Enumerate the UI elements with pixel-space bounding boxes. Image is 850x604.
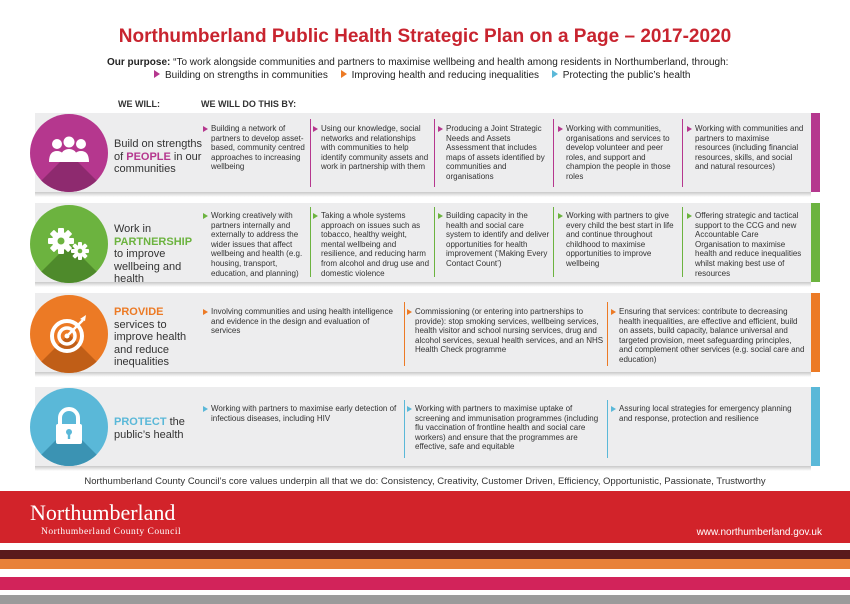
cell-divider — [553, 207, 554, 277]
action-cell: Building a network of partners to develop asset-based, community centred approaches to increasing wellbeing — [202, 124, 306, 172]
lead-keyword: PARTNERSHIP — [114, 235, 193, 248]
triangle-icon — [438, 213, 443, 219]
action-cell: Producing a Joint Strategic Needs and Assets Assessment that includes maps of assets identified by communities and organisations — [437, 124, 550, 182]
core-values: Northumberland County Council’s core values underpin all that we do: Consistency, Creativity, Customer Driven, Efficiency, Opportunistic, Passionate, Trustworthy — [84, 476, 766, 487]
cell-divider — [310, 119, 311, 187]
row-accent-bar — [811, 293, 820, 372]
lead-text: in our communities — [114, 150, 202, 175]
row-shadow — [35, 466, 811, 471]
website-link[interactable]: www.northumberland.gov.uk — [696, 527, 822, 538]
triangle-icon — [611, 309, 616, 315]
triangle-icon — [407, 309, 412, 315]
action-cell: Working with partners to maximise early detection of infectious diseases, including HIV — [202, 404, 400, 423]
row-lead-partnership — [114, 223, 204, 286]
action-cell: Ensuring that services: contribute to decreasing health inequalities, are effective and efficient, build on assets, build capacity, balance universal and targeted provision, meet safeguarding principles, and complement other services (e.g. social care and education) — [610, 307, 806, 365]
action-cell: Assuring local strategies for emergency planning and response, protection and resilience — [610, 404, 806, 423]
purpose-label: Our purpose: — [107, 57, 171, 68]
row-lead-provide — [114, 306, 204, 369]
logo-subtitle: Northumberland County Council — [41, 527, 182, 537]
triangle-icon — [687, 213, 692, 219]
row-shadow — [35, 372, 811, 377]
cell-divider — [607, 400, 608, 458]
target-icon — [30, 295, 108, 373]
triangle-icon — [203, 406, 208, 412]
lead-text: Work in — [114, 223, 152, 235]
row-lead-protect — [114, 416, 204, 441]
action-cell: Building capacity in the health and social care system to identify and deliver opportunities for health improvement (‘Making Every Contact Count’) — [437, 211, 550, 269]
row-lead-people — [114, 138, 204, 176]
logo-wordmark: Northumberland — [30, 500, 176, 525]
action-cell: Offering strategic and tactical support to the CCG and new Accountable Care Organisation to maximise health and reduce inequalities whilst making best use of resources — [686, 211, 806, 278]
cell-divider — [310, 207, 311, 277]
cell-divider — [404, 400, 405, 458]
footer-stripe — [0, 550, 850, 559]
page-title: Northumberland Public Health Strategic Plan on a Page – 2017-2020 — [118, 26, 732, 47]
purpose-text: “To work alongside communities and partners to maximise wellbeing and health among residents in Northumberland, through: — [173, 57, 729, 68]
we-will-header: WE WILL: — [118, 99, 160, 109]
lead-keyword: PROVIDE — [114, 306, 164, 318]
padlock-icon — [30, 388, 108, 466]
lead-text: the public’s health — [114, 416, 185, 441]
triangle-icon — [203, 309, 208, 315]
triangle-icon — [203, 126, 208, 132]
triangle-icon — [341, 70, 347, 78]
triangle-icon — [438, 126, 443, 132]
triangle-icon — [407, 406, 412, 412]
lead-text: to improve wellbeing and health — [114, 248, 182, 285]
cell-divider — [553, 119, 554, 187]
triangle-icon — [203, 213, 208, 219]
row-accent-bar — [811, 387, 820, 466]
footer-stripe — [0, 595, 850, 604]
lead-text: Build on strengths of — [114, 138, 203, 163]
action-cell: Working creatively with partners internally and externally to address the wider issues that affect wellbeing and health (e.g. housing, transport, education, and planning) — [202, 211, 306, 278]
purpose-bullet: Improving health and reducing inequalities — [351, 70, 539, 81]
triangle-icon — [558, 126, 563, 132]
lead-text: services to improve health and reduce inequalities — [114, 318, 187, 368]
footer-stripe — [0, 569, 850, 577]
people-icon — [30, 114, 108, 192]
purpose-statement — [107, 56, 842, 69]
lead-keyword: PEOPLE — [126, 150, 171, 163]
cell-divider — [404, 302, 405, 366]
triangle-icon — [687, 126, 692, 132]
cell-divider — [434, 119, 435, 187]
council-logo — [30, 500, 181, 537]
footer-stripe — [0, 559, 850, 569]
gears-icon — [30, 205, 108, 283]
purpose-bullets — [150, 69, 690, 82]
action-cell: Taking a whole systems approach on issues such as tobacco, healthy weight, mental wellbeing and resilience, and reducing harm from alcohol and drug use and domestic violence — [312, 211, 432, 278]
cell-divider — [434, 207, 435, 277]
cell-divider — [682, 207, 683, 277]
triangle-icon — [154, 70, 160, 78]
triangle-icon — [552, 70, 558, 78]
action-cell: Commissioning (or entering into partnerships to provide): stop smoking services, wellbeing services, health visitor and school nursing services, drug and alcohol services, sexual health services, and an NHS Health Check programme — [406, 307, 604, 355]
footer-stripe — [0, 543, 850, 550]
lead-keyword: PROTECT — [114, 416, 167, 428]
row-shadow — [35, 192, 811, 197]
action-cell: Working with communities, organisations and services to develop volunteer and peer roles, and support and champion the people in those roles — [557, 124, 680, 182]
action-cell: Working with partners to maximise uptake of screening and immunisation programmes (including flu vaccination of frontline health and social care workers) and ensure that the programmes are effective, safe and equitable — [406, 404, 604, 452]
action-cell: Using our knowledge, social networks and relationships with communities to help identify community assets and work in partnership with them — [312, 124, 432, 172]
action-cell: Working with partners to give every child the best start in life and continue throughout childhood to maximise opportunities to improve wellbeing — [557, 211, 680, 269]
triangle-icon — [558, 213, 563, 219]
cell-divider — [607, 302, 608, 366]
triangle-icon — [611, 406, 616, 412]
we-will-do-header: WE WILL DO THIS BY: — [201, 99, 297, 109]
purpose-bullet: Protecting the public’s health — [562, 70, 691, 81]
cell-divider — [682, 119, 683, 187]
row-accent-bar — [811, 113, 820, 192]
triangle-icon — [313, 126, 318, 132]
action-cell: Working with communities and partners to maximise resources (including financial resources, skills, and social and natural resources) — [686, 124, 806, 172]
purpose-bullet: Building on strengths in communities — [165, 70, 328, 81]
footer-stripe — [0, 577, 850, 590]
row-accent-bar — [811, 203, 820, 282]
action-cell: Involving communities and using health intelligence and evidence in the design and evaluation of services — [202, 307, 400, 336]
triangle-icon — [313, 213, 318, 219]
